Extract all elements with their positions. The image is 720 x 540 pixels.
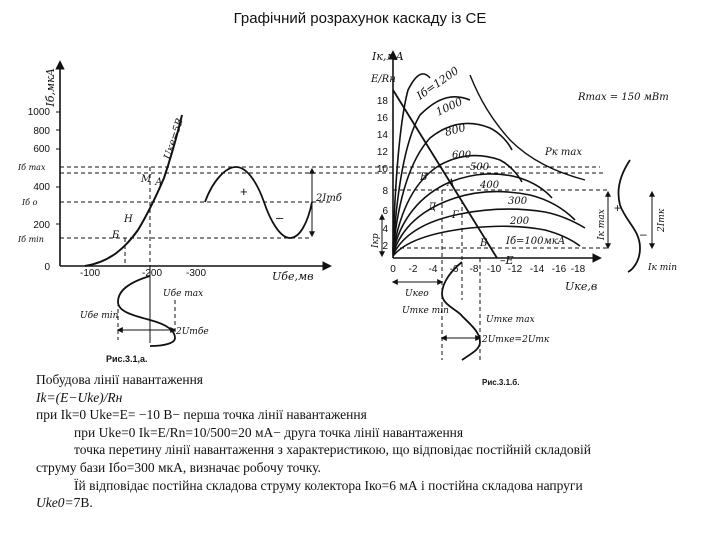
right-y-tick: 14: [376, 130, 388, 141]
right-point-a: А: [447, 178, 455, 189]
right-x-tick: -2: [408, 264, 418, 275]
left-label-ube-max: Uбе max: [163, 289, 204, 299]
text-line-load-line-heading: Побудова лінії навантаження: [36, 372, 204, 387]
right-point-v: В: [420, 172, 428, 183]
right-curve-label-800: 800: [443, 120, 468, 139]
left-point-b: Б: [112, 230, 120, 241]
left-sine-plus: +: [240, 184, 248, 199]
right-y-tick: 4: [382, 224, 388, 235]
right-point-d: Д: [428, 202, 437, 213]
right-x-tick: -10: [486, 264, 502, 275]
left-input-curve: [85, 115, 182, 266]
right-curve-label-300: 300: [508, 196, 528, 207]
right-y-tick: 6: [382, 206, 388, 217]
right-y-tick: 8: [382, 186, 388, 197]
right-collector-current-sine: [618, 160, 640, 272]
uke0-value: 7В.: [73, 495, 93, 511]
right-y-tick: 10: [376, 164, 388, 175]
left-level-label-min: Iб min: [18, 235, 44, 244]
left-y-tick: 400: [33, 182, 50, 193]
right-2itk-label: 2Iтк: [657, 208, 667, 232]
right-sine-minus: –: [640, 227, 647, 241]
left-y-tick: 200: [33, 220, 50, 231]
left-level-label-o: Iб о: [22, 198, 38, 207]
right-ik-max-label: Iк max: [597, 209, 607, 240]
right-y-axis-label: Iк,мА: [372, 50, 404, 63]
right-ik-min-label: Iк min: [648, 263, 677, 273]
uke0-symbol: Uke0=: [36, 495, 74, 511]
left-x-tick: -100: [79, 268, 101, 279]
slide-title: Графічний розрахунок каскаду із СЕ: [233, 10, 487, 27]
text-line-intersection: точка перетину лінії навантаження з характеристикою, що відповідає постійній складовій: [74, 442, 591, 458]
right-utke-min-label: Uтке min: [402, 306, 449, 316]
left-point-n: Н: [124, 214, 133, 225]
left-level-label-max: Iб max: [18, 163, 46, 172]
right-y-tick: 2: [382, 241, 388, 252]
right-rmax-label: Rmax = 150 мВт: [578, 92, 669, 103]
text-line-operating-point: струму бази Iбо=300 мкА, визначає робочу точку.: [36, 459, 321, 475]
text-line-first-point: при Ik=0 Uke=E= −10 В− перша точка лінії навантаження: [36, 407, 367, 423]
left-amp-label: 2Iтб: [316, 193, 342, 204]
left-x-tick: -200: [141, 268, 163, 279]
right-point-b: Б: [480, 238, 488, 249]
right-x-tick: -12: [507, 264, 523, 275]
text-line-uke0: [36, 494, 696, 512]
right-curve-label-200: 200: [510, 216, 530, 227]
right-y-tick: 16: [376, 113, 388, 124]
left-y-tick: 1000: [27, 107, 50, 118]
text-line-second-point: при Uke=0 Ik=E/Rn=10/500=20 мА− друга точка лінії навантаження: [74, 424, 464, 440]
right-x-tick: 0: [390, 264, 396, 275]
right-y-sub-label: E/Rн: [371, 74, 396, 85]
right-y-tick: 12: [376, 147, 388, 158]
left-point-m: М: [141, 174, 152, 185]
right-x-tick: -6: [449, 264, 459, 275]
left-x-axis-label: Uбе,мв: [272, 270, 314, 283]
left-sine-minus: –: [276, 210, 284, 225]
text-line-formula: Ik=(E−Uke)/Rн: [36, 389, 123, 405]
left-y-tick: 0: [44, 262, 50, 273]
right-ukeo-label: Uкео: [405, 289, 429, 299]
right-x-tick: -14: [529, 264, 545, 275]
left-curve-label: Uке=5В: [162, 117, 186, 161]
right-curve-label-500: 500: [470, 162, 490, 173]
right-x-tick: -16: [551, 264, 567, 275]
right-2utke-label: 2Uтке=2Uтк: [482, 335, 550, 345]
left-y-tick: 600: [33, 144, 50, 155]
right-curve-label-100: Iб=100мкА: [506, 236, 566, 247]
right-x-axis-label: Uке,в: [565, 280, 598, 293]
right-caption: Рис.3.1.б.: [482, 378, 520, 387]
left-x-tick: -300: [185, 268, 207, 279]
left-label-2utbe: 2Uтбе: [176, 327, 209, 337]
right-point-g: Г: [452, 210, 459, 221]
right-utke-max-label: Uтке max: [486, 315, 535, 325]
right-ikr-label: Iкр: [371, 233, 381, 248]
right-x-tick: -8: [469, 264, 479, 275]
right-y-tick: 18: [376, 96, 388, 107]
left-label-ube-min: Uбе min: [80, 311, 119, 321]
right-x-tick: -4: [428, 264, 438, 275]
text-line-collector-current: Їй відповідає постійна складова струму колектора Iко=6 мА і постійна складова напруги: [74, 477, 583, 493]
right-sine-plus: +: [614, 201, 622, 215]
right-e-label: –E: [500, 254, 514, 267]
right-pk-label: Pк max: [545, 147, 582, 158]
right-output-characteristics: [370, 50, 677, 387]
left-caption: Рис.3.1,а.: [106, 354, 148, 364]
explanation-text: [36, 371, 696, 512]
left-input-voltage-sine: [118, 276, 175, 346]
right-x-tick: -18: [570, 264, 586, 275]
right-curve-label-600: 600: [452, 150, 472, 161]
right-curve-label-400: 400: [480, 180, 500, 191]
left-y-tick: 800: [33, 126, 50, 137]
right-curve-label-1200: Iб=1200: [414, 64, 462, 103]
right-curve-label-1000: 1000: [433, 95, 465, 119]
left-y-axis-label: Iб,мкА: [44, 68, 57, 107]
left-point-a: А: [155, 177, 163, 188]
